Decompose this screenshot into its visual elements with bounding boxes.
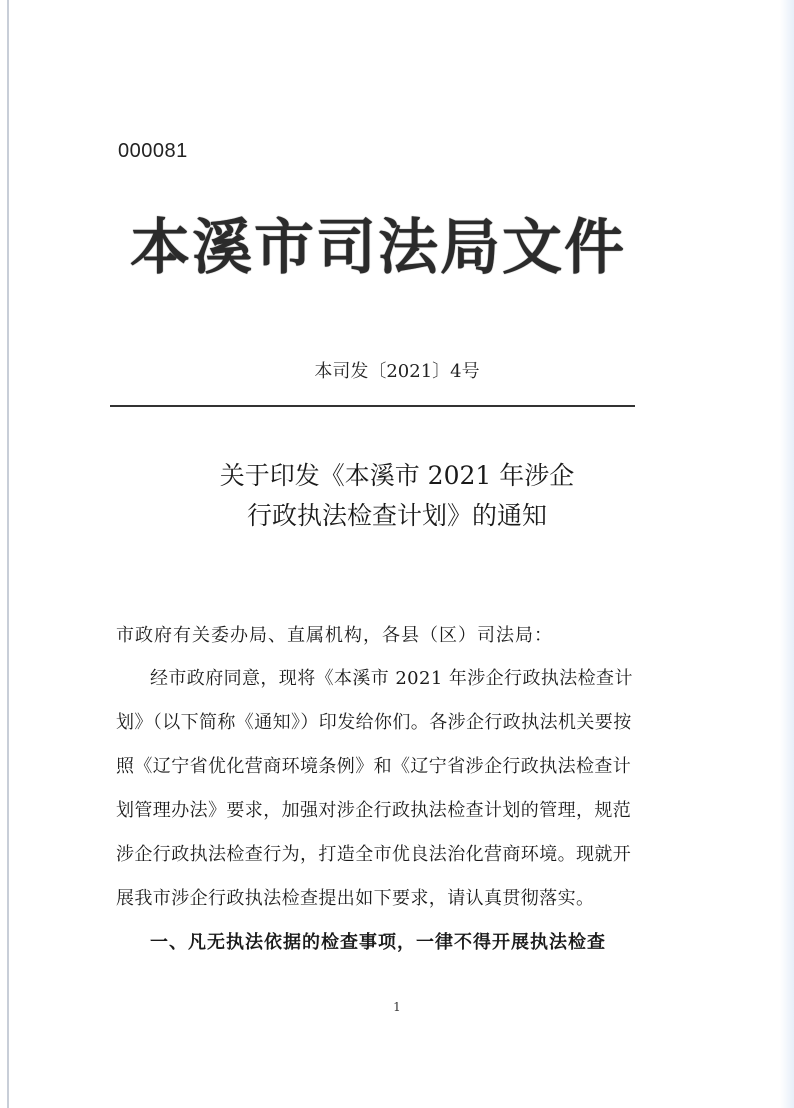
scan-edge-line: [7, 0, 9, 1108]
document-masthead: 本溪市司法局文件: [130, 213, 626, 283]
body-line-2: 划》（以下简称《通知》）印发给你们。各涉企行政执法机关要按: [116, 712, 632, 733]
document-serial-number: 000081: [118, 140, 188, 162]
masthead-divider: [110, 405, 635, 407]
page-number: 1: [393, 1000, 401, 1014]
section-heading-1: 一、凡无执法依据的检查事项，一律不得开展执法检查: [150, 932, 606, 953]
body-line-4: 划管理办法》要求，加强对涉企行政执法检查计划的管理，规范: [116, 800, 632, 821]
document-reference-number: 本司发〔2021〕4号: [314, 361, 480, 382]
body-line-3: 照《辽宁省优化营商环境条例》和《辽宁省涉企行政执法检查计: [116, 756, 632, 777]
document-title-line-2: 行政执法检查计划》的通知: [246, 501, 547, 530]
scan-edge-shadow: [780, 0, 794, 1108]
body-line-1: 经市政府同意，现将《本溪市 2021 年涉企行政执法检查计: [150, 668, 633, 689]
body-line-6: 展我市涉企行政执法检查提出如下要求，请认真贯彻落实。: [116, 888, 595, 909]
salutation: 市政府有关委办局、直属机构，各县（区）司法局：: [116, 625, 553, 646]
body-line-5: 涉企行政执法检查行为，打造全市优良法治化营商环境。现就开: [116, 844, 632, 865]
document-title-line-1: 关于印发《本溪市 2021 年涉企: [219, 461, 575, 490]
